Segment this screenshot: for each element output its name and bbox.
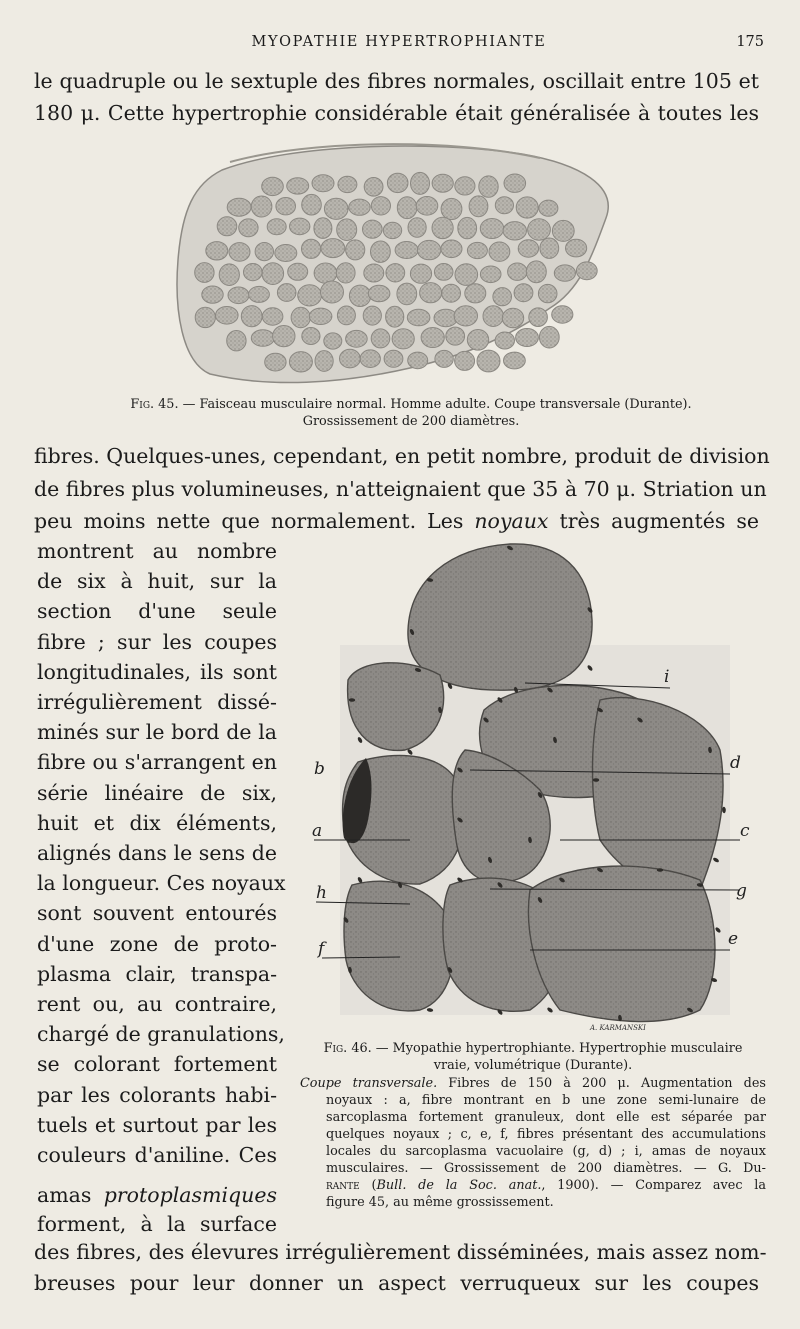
column-line: série linéaire de six, xyxy=(37,780,277,805)
muscle-fiber xyxy=(411,172,430,194)
muscle-fiber xyxy=(360,350,380,368)
muscle-fiber xyxy=(432,174,453,192)
muscle-fiber xyxy=(552,306,573,323)
muscle-fiber xyxy=(340,349,361,368)
muscle-fiber xyxy=(265,353,286,371)
muscle-fiber xyxy=(383,222,401,238)
muscle-fiber xyxy=(441,240,462,258)
muscle-fiber xyxy=(241,306,262,327)
muscle-fiber xyxy=(407,309,430,326)
muscle-fiber xyxy=(489,242,510,261)
muscle-fiber xyxy=(364,264,384,282)
muscle-fiber xyxy=(480,219,503,239)
muscle-fiber xyxy=(495,332,514,349)
muscle-fiber xyxy=(493,288,512,306)
muscle-fiber xyxy=(314,218,332,239)
muscle-fiber xyxy=(324,198,348,219)
column-line: sont souvent entourés xyxy=(37,901,277,926)
column-line: par les colorants habi- xyxy=(37,1082,277,1107)
column-line: d'une zone de proto- xyxy=(37,931,277,956)
body-line: 180 μ. Cette hypertrophie considérable était généralisée à toutes les xyxy=(34,101,759,125)
muscle-fiber xyxy=(416,197,438,216)
muscle-fiber xyxy=(554,265,575,281)
muscle-fiber xyxy=(217,217,237,236)
muscle-fiber xyxy=(289,352,312,372)
muscle-fiber xyxy=(552,220,574,241)
muscle-fiber xyxy=(337,219,357,241)
figure-46-label-h: h xyxy=(316,883,327,903)
muscle-fiber xyxy=(454,306,477,326)
column-line: alignés dans le sens de xyxy=(37,841,277,865)
muscle-fiber xyxy=(397,197,417,219)
column-line: huit et dix éléments, xyxy=(37,810,277,835)
muscle-fiber xyxy=(417,240,440,259)
muscle-fiber xyxy=(338,176,357,192)
muscle-fiber xyxy=(275,245,297,262)
muscle-fiber xyxy=(408,352,428,369)
column-line: minés sur le bord de la xyxy=(37,720,277,745)
muscle-fiber xyxy=(483,306,503,327)
figure-45-caption-text: — Faisceau musculaire normal. Homme adulte. Coupe transversale (Durante). xyxy=(182,397,692,412)
column-line: tuels et surtout par les xyxy=(37,1112,277,1137)
muscle-fiber xyxy=(503,222,526,240)
muscle-fiber xyxy=(251,196,272,217)
muscle-fiber xyxy=(540,238,559,258)
muscle-fiber xyxy=(502,308,523,328)
muscle-fiber xyxy=(287,178,309,194)
muscle-fiber xyxy=(410,264,431,283)
muscle-fiber xyxy=(195,263,214,283)
muscle-fiber xyxy=(363,220,383,238)
muscle-fiber xyxy=(206,242,228,260)
muscle-fiber xyxy=(526,261,546,283)
muscle-fiber xyxy=(514,284,533,302)
muscle-fiber xyxy=(202,286,223,303)
muscle-fiber xyxy=(477,350,500,372)
muscle-fiber xyxy=(349,285,370,306)
muscle-fiber xyxy=(309,308,332,324)
muscle-fiber xyxy=(395,242,418,259)
muscle-fiber xyxy=(458,217,477,238)
body-line: breuses pour leur donner un aspect verruqueux sur les coupes xyxy=(34,1271,759,1295)
muscle-fiber xyxy=(321,239,345,258)
figure-45-label: Fig. 45. xyxy=(130,397,179,412)
muscle-fiber xyxy=(337,306,355,325)
muscle-fiber xyxy=(421,328,444,348)
figure-46-label-e: e xyxy=(728,929,739,949)
muscle-fiber xyxy=(539,200,558,216)
muscle-fiber xyxy=(302,328,320,345)
muscle-fiber xyxy=(312,175,334,192)
figure-46-label-a: a xyxy=(312,821,323,841)
muscle-fiber xyxy=(518,240,538,257)
muscle-fiber xyxy=(277,284,296,302)
muscle-fiber xyxy=(262,177,284,195)
muscle-fiber xyxy=(290,218,310,235)
muscle-fiber xyxy=(349,199,370,215)
book-page: MYOPATHIE HYPERTROPHIANTE 175 le quadruple ou le sextuple des fibres normales, oscillait entre 105 et 180 μ. Cette hypertrophie considérable était généralisée à toutes les Fig. 45. — Faisceau musculaire normal. Homme adulte. Coupe transversale (Durante). Grossissement de 200 diamètres. fibres. Quelques-unes, cependant, en petit nombre, produit de division de fibres plus volumineuses, n'atteignaient que 35 à 70 μ. Striation un peu moins nette que normalement. Les noyaux très augmentés se montrent au nombre de six à huit, sur la section d'une seule fibre ; sur les coupes longitudinales, ils sont irrégulièrement dissé- minés sur le bord de la fibre ou s'arrangent en série linéaire de six, huit et dix éléments, alignés dans le sens de la longueur. Ces noyaux sont souvent entourés d'une zone de proto- plasma clair, transpa- rent ou, au contraire, chargé de granulations, se colorant fortement par les colorants habi- tuels et surtout par les couleurs d'aniline. Ces amas protoplasmiques forment, à la surface i b d a c h g f e A. KARMANSKI Fig. 46. — Myopathie hypertrophiante. Hypertrophie musculaire vraie, volumétrique (Durante). Coupe transversale. Fibres de 150 à 200 μ. Augmentation des noyaux : a, fibre montrant en b une zone semi-lunaire de sarcoplasma fortement granuleux, dont elle est séparée par quelques noyaux ; c, e, f, fibres présentant des accumulations locales du sarcoplasma vacuolaire (g, d) ; i, amas de noyaux musculaires. — Grossissement de 200 diamètres. — G. Du- rante (Bull. de la Soc. anat., 1900). — Comparez avec la figure 45, au même grossissement. des fibres, des élevures irrégulièrement disséminées, mais assez nom- breuses pour leur donner un aspect verruqueux sur les coupes xyxy=(0,0,800,1329)
muscle-fiber xyxy=(298,285,322,306)
column-line: couleurs d'aniline. Ces xyxy=(37,1143,277,1167)
body-line: de fibres plus volumineuses, n'atteignaient que 35 à 70 μ. Striation un xyxy=(34,477,767,501)
muscle-fiber xyxy=(455,264,478,286)
muscle-fiber xyxy=(442,284,461,302)
figure-45-caption xyxy=(108,396,714,413)
figure-46-label-b: b xyxy=(314,759,325,779)
muscle-fiber xyxy=(346,240,365,260)
muscle-fiber xyxy=(262,308,283,325)
figure-46-label-c: c xyxy=(740,821,750,841)
figure-46-label-f: f xyxy=(318,939,325,959)
muscle-fiber xyxy=(262,263,284,285)
figure-46-label-i: i xyxy=(664,667,670,687)
muscle-fiber xyxy=(324,333,342,349)
muscle-fiber xyxy=(504,352,526,369)
muscle-fiber xyxy=(467,242,487,258)
muscle-fiber xyxy=(386,264,405,282)
muscle-fiber xyxy=(576,262,597,280)
column-line: se colorant fortement xyxy=(37,1052,277,1077)
muscle-fiber xyxy=(467,330,488,351)
muscle-fiber xyxy=(480,266,501,283)
body-line: forment, à la surface xyxy=(37,1212,277,1236)
muscle-fiber xyxy=(273,326,295,347)
muscle-fiber xyxy=(216,307,239,325)
muscle-fiber xyxy=(244,264,263,281)
muscle-fiber xyxy=(364,178,383,197)
figure-46-label-g: g xyxy=(736,881,747,901)
muscle-fiber xyxy=(363,306,381,325)
muscle-fiber xyxy=(528,219,551,240)
body-line: le quadruple ou le sextuple des fibres normales, oscillait entre 105 et xyxy=(34,69,759,93)
muscle-fiber xyxy=(465,284,486,303)
muscle-fiber xyxy=(397,283,417,305)
body-line: des fibres, des élevures irrégulièrement disséminées, mais assez nom- xyxy=(34,1240,767,1264)
muscle-fiber xyxy=(336,263,355,283)
muscle-fiber xyxy=(346,330,368,347)
muscle-fiber xyxy=(387,173,408,192)
muscle-fiber xyxy=(371,241,391,262)
muscle-fiber xyxy=(291,307,310,327)
body-line: amas protoplasmiques xyxy=(37,1183,277,1207)
column-line: irrégulièrement dissé- xyxy=(37,690,277,714)
muscle-fiber xyxy=(420,283,442,303)
muscle-fiber xyxy=(195,307,215,327)
muscle-fiber xyxy=(455,177,475,195)
column-line: section d'une seule xyxy=(37,599,277,624)
muscle-fiber xyxy=(538,284,557,302)
muscle-fiber xyxy=(516,329,539,347)
muscle-fiber xyxy=(255,243,273,261)
muscle-fiber xyxy=(315,351,333,372)
nucleus xyxy=(657,868,663,872)
muscle-fiber xyxy=(446,327,465,345)
running-head xyxy=(34,34,764,56)
muscle-fiber xyxy=(239,219,258,237)
italic-term: protoplasmiques xyxy=(103,1183,277,1207)
column-line: fibre ou s'arrangent en xyxy=(37,750,277,775)
column-line: montrent au nombre xyxy=(37,539,277,563)
muscle-fiber xyxy=(566,239,587,257)
muscle-fiber xyxy=(508,263,527,280)
muscle-fiber xyxy=(435,350,453,367)
muscle-fiber xyxy=(227,331,246,351)
muscle-fiber xyxy=(469,196,488,217)
muscle-fiber xyxy=(368,285,390,301)
muscle-fiber xyxy=(504,174,526,192)
column-line: chargé de granulations, xyxy=(37,1022,285,1047)
figure-46-image xyxy=(300,540,768,1036)
muscle-fiber xyxy=(516,197,538,218)
body-line: fibres. Quelques-unes, cependant, en petit nombre, produit de division xyxy=(34,444,770,468)
muscle-fiber xyxy=(227,198,251,216)
page-number: 175 xyxy=(736,34,764,50)
muscle-fiber xyxy=(432,217,453,238)
muscle-fiber xyxy=(539,326,559,348)
muscle-fiber xyxy=(384,350,403,367)
figure-46-signature: A. KARMANSKI xyxy=(590,1024,646,1032)
column-line: rent ou, au contraire, xyxy=(37,992,277,1016)
muscle-fiber xyxy=(434,264,453,281)
muscle-fiber xyxy=(495,197,513,214)
muscle-fiber xyxy=(371,197,390,215)
figure-46-label: Fig. 46. xyxy=(323,1041,372,1056)
column-line: de six à huit, sur la xyxy=(37,569,277,594)
muscle-fiber xyxy=(314,263,337,283)
muscle-fiber xyxy=(371,329,390,348)
figure-45-image xyxy=(170,140,620,392)
muscle-fiber xyxy=(386,306,404,327)
column-line: la longueur. Ces noyaux xyxy=(37,871,286,896)
muscle-fiber xyxy=(229,243,250,262)
running-title: MYOPATHIE HYPERTROPHIANTE xyxy=(251,34,547,50)
column-line: longitudinales, ils sont xyxy=(37,659,277,684)
muscle-fiber xyxy=(288,263,308,280)
muscle-fiber xyxy=(219,264,239,286)
muscle-fiber xyxy=(302,239,321,258)
muscle-fiber xyxy=(479,176,498,197)
muscle-fiber xyxy=(408,218,426,238)
muscle-fiber xyxy=(267,219,286,235)
muscle-fiber xyxy=(392,329,414,349)
muscle-fiber xyxy=(228,287,249,304)
column-line: plasma clair, transpa- xyxy=(37,961,277,986)
muscle-fiber xyxy=(529,308,548,327)
muscle-fiber xyxy=(276,198,296,215)
muscle-fiber xyxy=(441,198,462,219)
muscle-fiber xyxy=(249,286,270,302)
figure-45-caption-line2: Grossissement de 200 diamètres. xyxy=(302,414,520,429)
muscle-fiber xyxy=(302,194,322,215)
muscle-fiber xyxy=(321,281,344,303)
muscle-fiber xyxy=(455,351,475,370)
column-line: fibre ; sur les coupes xyxy=(37,629,277,654)
body-line: peu moins nette que normalement. Les noyaux très augmentés se xyxy=(34,509,759,533)
figure-46-label-d: d xyxy=(730,753,741,773)
muscle-fiber xyxy=(251,330,274,347)
italic-term: noyaux xyxy=(474,509,549,533)
